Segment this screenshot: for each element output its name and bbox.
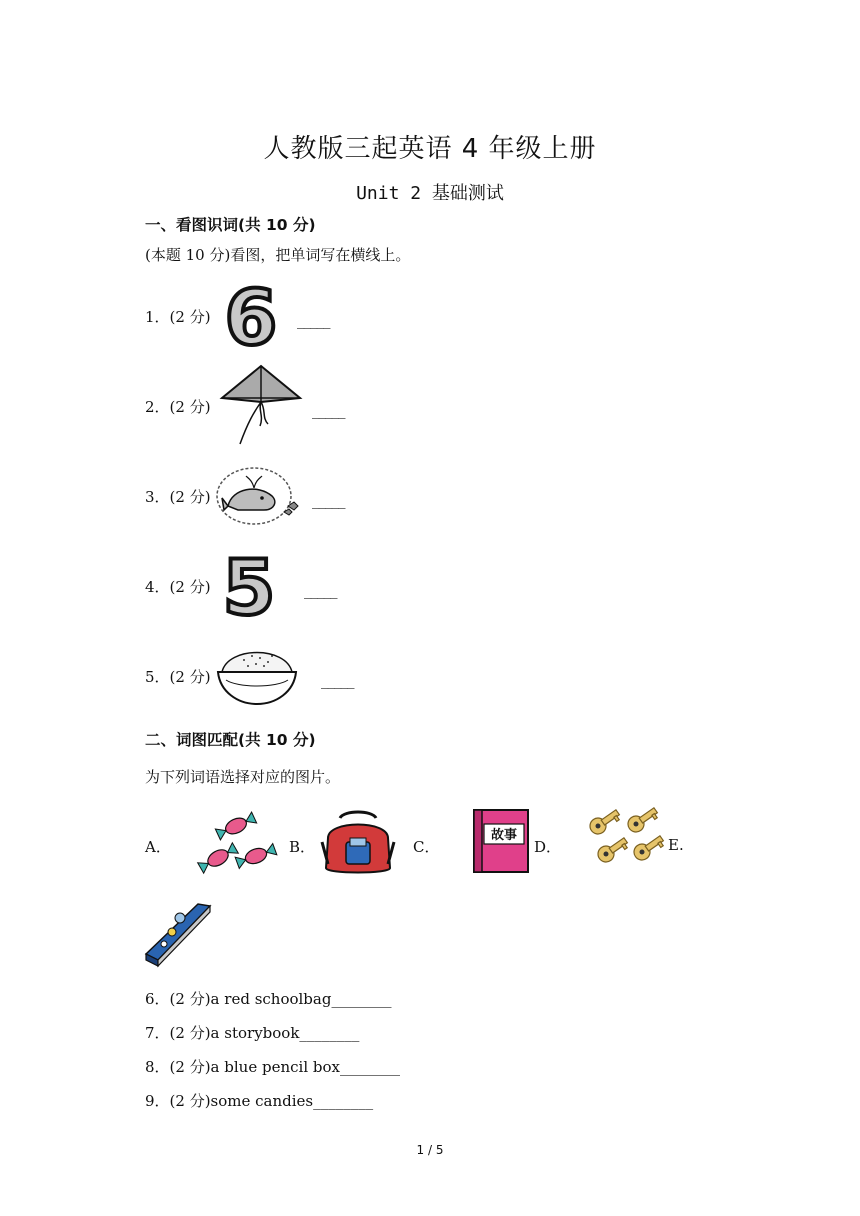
svg-text:6: 6 (224, 273, 278, 362)
question-7: 7．(2 分)a storybook________ (145, 1024, 360, 1042)
question-2-blank[interactable]: _____ (312, 401, 345, 419)
section1-instruction: (本题 10 分)看图，把单词写在横线上。 (145, 246, 411, 264)
option-a-letter: A． (145, 838, 171, 856)
question-6: 6．(2 分)a red schoolbag________ (145, 990, 392, 1008)
kite-icon (218, 364, 304, 446)
question-1-blank[interactable]: _____ (297, 311, 330, 329)
question-9: 9．(2 分)some candies________ (145, 1092, 374, 1110)
question-2-label: 2．(2 分) (145, 398, 211, 416)
number-six-icon (220, 273, 282, 362)
option-d-letter: D． (534, 838, 562, 856)
option-b-letter: B． (289, 838, 316, 856)
section2-instruction: 为下列词语选择对应的图片。 (145, 768, 341, 786)
keys-icon (582, 810, 664, 876)
section1-heading: 一、看图识词(共 10 分) (145, 216, 316, 234)
question-3-blank[interactable]: _____ (312, 491, 345, 509)
question-8: 8．(2 分)a blue pencil box________ (145, 1058, 400, 1076)
candies-icon (196, 810, 278, 878)
question-5-blank[interactable]: _____ (321, 671, 354, 689)
option-e-letter: E. (668, 836, 684, 854)
storybook-cover-text: 故事 (490, 828, 518, 843)
schoolbag-icon (318, 808, 398, 876)
question-4-label: 4．(2 分) (145, 578, 211, 596)
section2-heading: 二、词图匹配(共 10 分) (145, 731, 316, 749)
rice-bowl-icon (214, 642, 300, 708)
question-3-label: 3．(2 分) (145, 488, 211, 506)
whale-icon (214, 466, 306, 526)
question-5-label: 5．(2 分) (145, 668, 211, 686)
question-1-label: 1．(2 分) (145, 308, 211, 326)
page-number: 1 / 5 (416, 1143, 444, 1157)
page-title: 人教版三起英语 4 年级上册 (263, 134, 597, 164)
option-c-letter: C． (413, 838, 440, 856)
svg-text:5: 5 (222, 543, 276, 632)
storybook-icon (470, 806, 532, 876)
pencil-box-icon (142, 896, 214, 968)
number-five-icon (220, 543, 278, 632)
page-subtitle: Unit 2 基础测试 (356, 183, 504, 204)
question-4-blank[interactable]: _____ (304, 581, 337, 599)
